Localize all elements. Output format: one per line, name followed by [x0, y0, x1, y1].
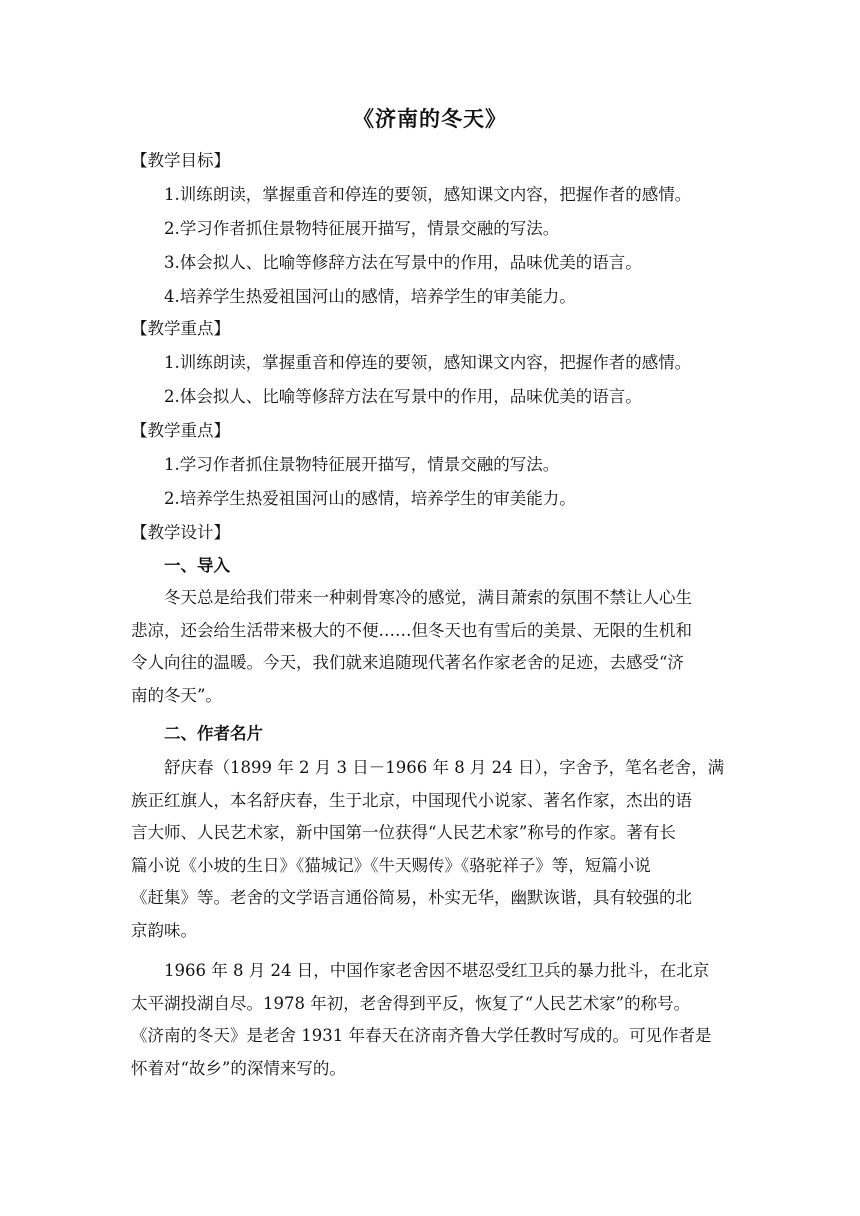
paragraph-line: 《赶集》等。老舍的文学语言通俗简易，朴实无华，幽默诙谐，具有较强的北 — [131, 888, 692, 907]
paragraph-line: 1966 年 8 月 24 日，中国作家老舍因不堪忍受红卫兵的暴力批斗，在北京 — [164, 961, 710, 980]
author-paragraph — [131, 752, 733, 947]
objectives-heading: 【教学目标】 — [131, 151, 230, 170]
intro-paragraph — [131, 582, 733, 712]
objective-item: 2.学习作者抓住景物特征展开描写，情景交融的写法。 — [164, 219, 560, 238]
objective-item: 4.培养学生热爱祖国河山的感情，培养学生的审美能力。 — [164, 287, 576, 306]
paragraph-line: 令人向往的温暖。今天，我们就来追随现代著名作家老舍的足迹，去感受“济 — [131, 653, 684, 672]
paragraph-line: 南的冬天”。 — [131, 685, 222, 705]
key-point-item: 1.训练朗读，掌握重音和停连的要领，感知课文内容，把握作者的感情。 — [164, 353, 692, 372]
objective-item: 3.体会拟人、比喻等修辞方法在写景中的作用，品味优美的语言。 — [164, 253, 642, 272]
section-heading-intro: 一、导入 — [164, 556, 230, 575]
paragraph-line: 言大师、人民艺术家，新中国第一位获得“人民艺术家”称号的作家。著有长 — [131, 823, 676, 842]
paragraph-line: 冬天总是给我们带来一种刺骨寒冷的感觉，满目萧索的氛围不禁让人心生 — [164, 588, 692, 607]
paragraph-line: 悲凉，还会给生活带来极大的不便……但冬天也有雪后的美景、无限的生机和 — [131, 620, 692, 640]
key-points-heading: 【教学重点】 — [131, 319, 230, 338]
history-paragraph — [131, 955, 733, 1085]
paragraph-line: 族正红旗人，本名舒庆春，生于北京，中国现代小说家、著名作家，杰出的语 — [131, 790, 692, 810]
paragraph-line: 怀着对“故乡”的深情来写的。 — [131, 1058, 346, 1078]
document-title: 《济南的冬天》 — [353, 107, 507, 131]
paragraph-line: 篇小说《小坡的生日》《猫城记》《牛天赐传》《骆驼祥子》等，短篇小说 — [131, 855, 651, 875]
design-heading: 【教学设计】 — [131, 523, 230, 542]
paragraph-line: 《济南的冬天》是老舍 1931 年春天在济南齐鲁大学任教时写成的。可见作者是 — [131, 1026, 712, 1045]
paragraph-line: 舒庆春（1899 年 2 月 3 日－1966 年 8 月 24 日），字舍予，笔名老舍，满 — [164, 758, 725, 777]
difficult-points-heading: 【教学重点】 — [131, 421, 230, 440]
paragraph-line: 太平湖投湖自尽。1978 年初，老舍得到平反，恢复了“人民艺术家”的称号。 — [131, 993, 691, 1013]
difficult-point-item: 1.学习作者抓住景物特征展开描写，情景交融的写法。 — [164, 455, 560, 474]
difficult-point-item: 2.培养学生热爱祖国河山的感情，培养学生的审美能力。 — [164, 489, 576, 508]
objective-item: 1.训练朗读，掌握重音和停连的要领，感知课文内容，把握作者的感情。 — [164, 185, 692, 204]
section-heading-author: 二、作者名片 — [164, 724, 263, 743]
key-point-item: 2.体会拟人、比喻等修辞方法在写景中的作用，品味优美的语言。 — [164, 387, 642, 406]
paragraph-line: 京韵味。 — [131, 920, 197, 940]
